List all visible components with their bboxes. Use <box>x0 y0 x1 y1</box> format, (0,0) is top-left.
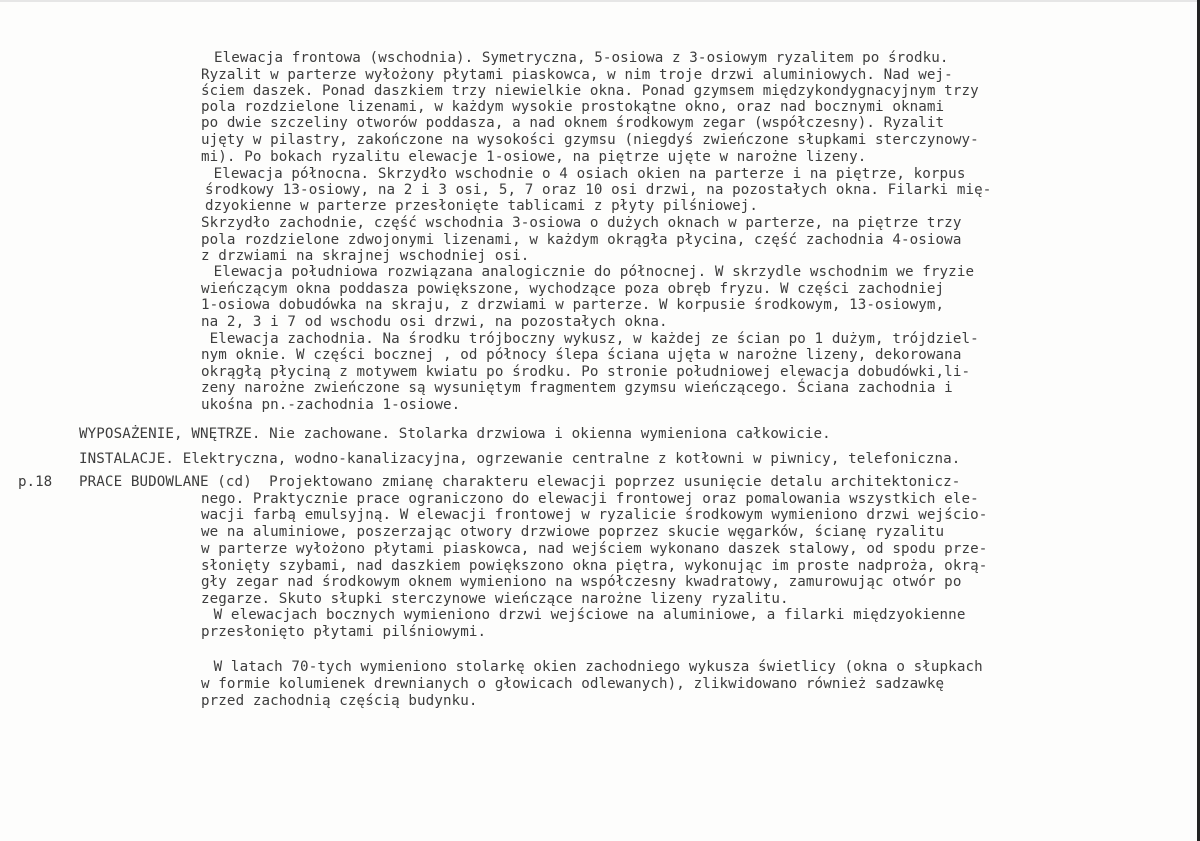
text-line: mi). Po bokach ryzalitu elewacje 1-osiowe, na piętrze ujęte w narożne lizeny. <box>201 149 867 165</box>
text-line: ukośna pn.-zachodnia 1-osiowe. <box>201 397 461 413</box>
text-line: pola rozdzielone zdwojonymi lizenami, w każdym okrągła płycina, część zachodnia 4-osiowa <box>201 232 962 248</box>
text-line: słonięty szybami, nad daszkiem powiększono okna piętra, wykonując im proste nadproża, okrą- <box>201 558 988 574</box>
text-line: Elewacja zachodnia. Na środku trójboczny wykusz, w każdej ze ścian po 1 dużym, trójdziel- <box>201 331 979 347</box>
text-line: w formie kolumienek drewnianych o głowicach odlewanych), zlikwidowano również sadzawkę <box>201 676 945 692</box>
text-line: wieńczącym okna poddasza powiększone, wychodzące poza obręb fryzu. W części zachodniej <box>201 281 945 297</box>
text-line: dzyokienne w parterze przesłonięte tablicami z płyty pilśniowej. <box>205 198 759 214</box>
text-line: wacji farbą emulsyjną. W elewacji frontowej w ryzalicie środkowym wymieniono drzwi wejścio- <box>201 507 988 523</box>
text-line: przed zachodnią częścią budynku. <box>201 693 478 709</box>
section-instalacje: INSTALACJE. Elektryczna, wodno-kanalizacyjna, ogrzewanie centralne z kotłowni w piwnicy, telefoniczna. <box>79 451 961 467</box>
text-line: z drzwiami na skrajnej wschodniej osi. <box>201 248 530 264</box>
page-top-edge <box>0 0 1200 2</box>
text-line: w parterze wyłożono płytami piaskowca, nad wejściem wykonano daszek stalowy, od spodu prze- <box>201 541 988 557</box>
text-line: W elewacjach bocznych wymieniono drzwi wejściowe na aluminiowe, a filarki międzyokienne <box>205 607 966 623</box>
text-line: ściem daszek. Ponad daszkiem trzy niewielkie okna. Ponad gzymsem międzykondygnacyjnym trzy <box>201 83 979 99</box>
text-line: środkowy 13-osiowy, na 2 i 3 osi, 5, 7 oraz 10 osi drzwi, na pozostałych okna. Filarki mię- <box>205 182 992 198</box>
margin-page-note: p.18 <box>18 474 53 490</box>
text-line: Elewacja północna. Skrzydło wschodnie o 4 osiach okien na parterze i na piętrze, korpus <box>205 166 966 182</box>
text-line: nym oknie. W części bocznej , od północy ślepa ściana ujęta w narożne lizeny, dekorowana <box>201 347 962 363</box>
text-line: po dwie szczeliny otworów poddasza, a nad oknem środkowym zegar (współczesny). Ryzalit <box>201 115 945 131</box>
text-line: zeny narożne zwieńczone są wysuniętym fragmentem gzymsu wieńczącego. Ściana zachodnia i <box>201 380 953 396</box>
text-line: Ryzalit w parterze wyłożony płytami piaskowca, w nim troje drzwi aluminiowych. Nad wej- <box>201 67 953 83</box>
text-line: nego. Praktycznie prace ograniczono do elewacji frontowej oraz pomalowania wszystkich ele- <box>201 491 979 507</box>
text-line: 1-osiowa dobudówka na skraju, z drzwiami w parterze. W korpusie środkowym, 13-osiowym, <box>201 297 945 313</box>
text-line: ujęty w pilastry, zakończone na wysokości gzymsu (niegdyś zwieńczone słupkami sterczynowy- <box>201 132 979 148</box>
text-line: przesłonięto płytami pilśniowymi. <box>201 624 487 640</box>
text-line: gły zegar nad środkowym oknem wymieniono na współczesny kwadratowy, zamurowując otwór po <box>201 574 962 590</box>
text-line: Skrzydło zachodnie, część wschodnia 3-osiowa o dużych oknach w parterze, na piętrze trzy <box>201 215 962 231</box>
text-line: okrągłą płyciną z motywem kwiatu po środku. Po stronie południowej elewacja dobudówki,li- <box>201 364 971 380</box>
section-wyposazenie: WYPOSAŻENIE, WNĘTRZE. Nie zachowane. Stolarka drzwiowa i okienna wymieniona całkowicie. <box>79 426 831 442</box>
text-line: Elewacja frontowa (wschodnia). Symetryczna, 5-osiowa z 3-osiowym ryzalitem po środku. <box>214 50 949 66</box>
section-prace-budowlane: PRACE BUDOWLANE (cd) Projektowano zmianę charakteru elewacji poprzez usunięcie detalu architektonicz- <box>79 474 961 490</box>
text-line: na 2, 3 i 7 od wschodu osi drzwi, na pozostałych okna. <box>201 314 668 330</box>
text-line: we na aluminiowe, poszerzając otwory drzwiowe poprzez skucie węgarków, ścianę ryzalitu <box>201 524 945 540</box>
text-line: pola rozdzielone lizenami, w każdym wysokie prostokątne okno, oraz nad bocznymi oknami <box>201 99 945 115</box>
text-line: W latach 70-tych wymieniono stolarkę okien zachodniego wykusza świetlicy (okna o słupkach <box>205 659 983 675</box>
text-line: zegarze. Skuto słupki sterczynowe wieńczące narożne lizeny ryzalitu. <box>201 591 789 607</box>
text-line: Elewacja południowa rozwiązana analogicznie do północnej. W skrzydle wschodnim we fryzie <box>205 264 975 280</box>
